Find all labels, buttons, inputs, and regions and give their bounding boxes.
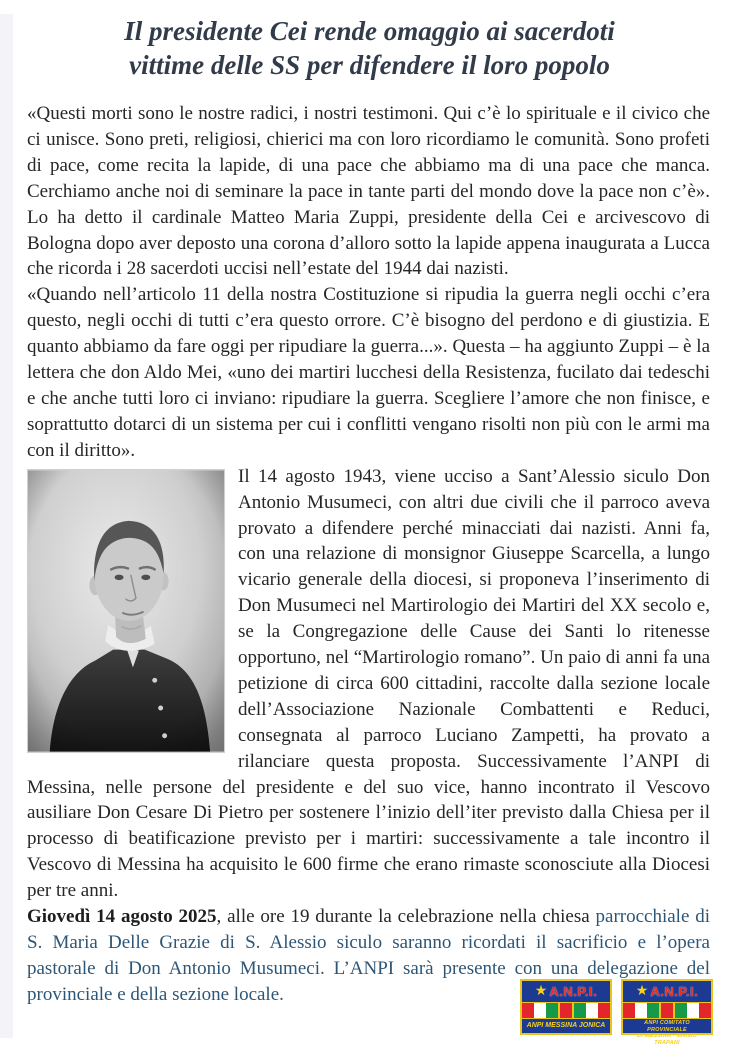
anpi-logo-comitato-provinciale xyxy=(621,979,713,1046)
event-intro: , alle ore 19 durante la celebrazione nella chiesa xyxy=(216,906,596,928)
paragraph-musumeci xyxy=(27,464,710,904)
ribbon-stripe-green xyxy=(675,1003,687,1018)
anpi-logo-header xyxy=(623,981,711,1002)
ribbon-stripe-green xyxy=(647,1003,659,1018)
ribbon-stripe-white xyxy=(586,1003,598,1018)
anpi-caption-text: ANPI MESSINA JONICA xyxy=(526,1021,606,1029)
anpi-logo-header xyxy=(522,981,610,1002)
paragraph-zuppi-quote: «Questi morti sono le nostre radici, i nostri testimoni. Qui c’è lo spirituale e il civico che ci unisce. Sono preti, religiosi, chierici ma con loro ricordiamo le comunità. Sono profeti di pace, come recita la lapide, di una pace che abbiamo ma di una pace che manca. Cerchiamo anche noi di seminare la pace in tante parti del mondo dove la pace non c’è». Lo ha detto il cardinale Matteo Maria Zuppi, presidente della Cei e arcivescovo di Bologna dopo aver deposto una corona d’alloro sotto la lapide appena inaugurata a Lucca che ricorda i 28 sacerdoti uccisi nell’estate del 1944 dai nazisti. xyxy=(27,103,710,280)
ribbon-stripe-red xyxy=(699,1003,711,1018)
paragraph-costituzione-quote: «Quando nell’articolo 11 della nostra Costituzione si ripudia la guerra negli occhi c’era questo, negli occhi di tutti c’era questo orrore. C’è bisogno del perdono e di giustizia. E quanto abbiamo da fare oggi per ripudiare la guerra...». Questa – ha aggiunto Zuppi – è la lettera che don Aldo Mei, «uno dei martiri lucchesi della Resistenza, fucilato dai tedeschi e che anche tutti loro ci inviano: ripudiare la guerra. Scegliere l’amore che non finisce, e soprattutto dotarci di un sistema per cui i conflitti vengano risolti non più con le armi ma con il diritto». xyxy=(27,284,710,461)
article-body xyxy=(27,101,710,1008)
anpi-caption-line-1: ANPI COMITATO PROVINCIALE xyxy=(644,1020,690,1033)
ribbon-stripe-red xyxy=(598,1003,610,1018)
page-left-margin-strip xyxy=(0,14,13,1038)
anpi-logo-messina-jonica xyxy=(520,979,612,1035)
event-details: parrocchiale di S. Maria Delle Grazie di S. Alessio siculo saranno ricordati il sacrificio e l’opera pastorale di Don Antonio Musumeci. L’ANPI sarà presente con una delegazione del provinciale e della sezione locale. xyxy=(27,906,711,1005)
anpi-acronym: A.N.P.I. xyxy=(549,984,598,999)
event-date: Giovedì 14 agosto 2025 xyxy=(27,906,217,928)
ribbon-stripe-green xyxy=(546,1003,558,1018)
title-line-2: vittime delle SS per difendere il loro popolo xyxy=(129,50,610,81)
tricolor-ribbon xyxy=(623,1002,711,1019)
article-title xyxy=(40,14,699,82)
ribbon-stripe-white xyxy=(687,1003,699,1018)
article-page xyxy=(0,14,729,1046)
ribbon-stripe-red xyxy=(522,1003,534,1018)
anpi-caption-line-2: DI MESSINA - MIMMO TRAPANI xyxy=(637,1033,697,1046)
priest-portrait-photo xyxy=(27,469,225,753)
anpi-caption xyxy=(522,1019,610,1033)
ribbon-stripe-white xyxy=(534,1003,546,1018)
star-icon: ★ xyxy=(635,983,649,999)
paragraph-musumeci-text: Il 14 agosto 1943, viene ucciso a Sant’Alessio siculo Don Antonio Musumeci, con altri due civili che il parroco aveva provato a difendere perché minacciati dai nazisti. Anni fa, con una relazione di monsignor Giuseppe Scarcella, a lungo vicario generale della diocesi, si proponeva l’inserimento di Don Musumeci nel Martirologio dei Martiri del XX secolo e, se la Congregazione delle Cause dei Santi lo ritenesse opportuno, nel “Martirologio romano”. Un paio di anni fa una petizione di circa 600 cittadini, raccolte dalla sezione locale dell’Associazione Nazionale Combattenti e Reduci, consegnata al parroco Luciano Zampetti, ha provato a rilanciare questa proposta. Successivamente l’ANPI di Messina, nelle persone del presidente e del suo vice, hanno incontrato il Vescovo ausiliare Don Cesare Di Pietro per sostenere l’inizio dell’iter previsto dalla Chiesa per il processo di beatificazione previsto per i martiri: successivamente a tale incontro il Vescovo di Messina ha acquisito le 600 firme che erano rimaste sconosciute alla Diocesi per tre anni. xyxy=(27,465,710,902)
priest-portrait-image xyxy=(28,470,224,752)
ribbon-stripe-green xyxy=(574,1003,586,1018)
ribbon-stripe-red-center xyxy=(558,1003,575,1018)
footer-logos xyxy=(520,979,713,1046)
star-icon: ★ xyxy=(534,983,548,999)
ribbon-stripe-red xyxy=(623,1003,635,1018)
anpi-caption xyxy=(623,1019,711,1047)
ribbon-stripe-red-center xyxy=(659,1003,676,1018)
title-line-1: Il presidente Cei rende omaggio ai sacerdoti xyxy=(124,16,615,46)
tricolor-ribbon xyxy=(522,1002,610,1019)
ribbon-stripe-white xyxy=(635,1003,647,1018)
anpi-acronym: A.N.P.I. xyxy=(650,984,699,999)
